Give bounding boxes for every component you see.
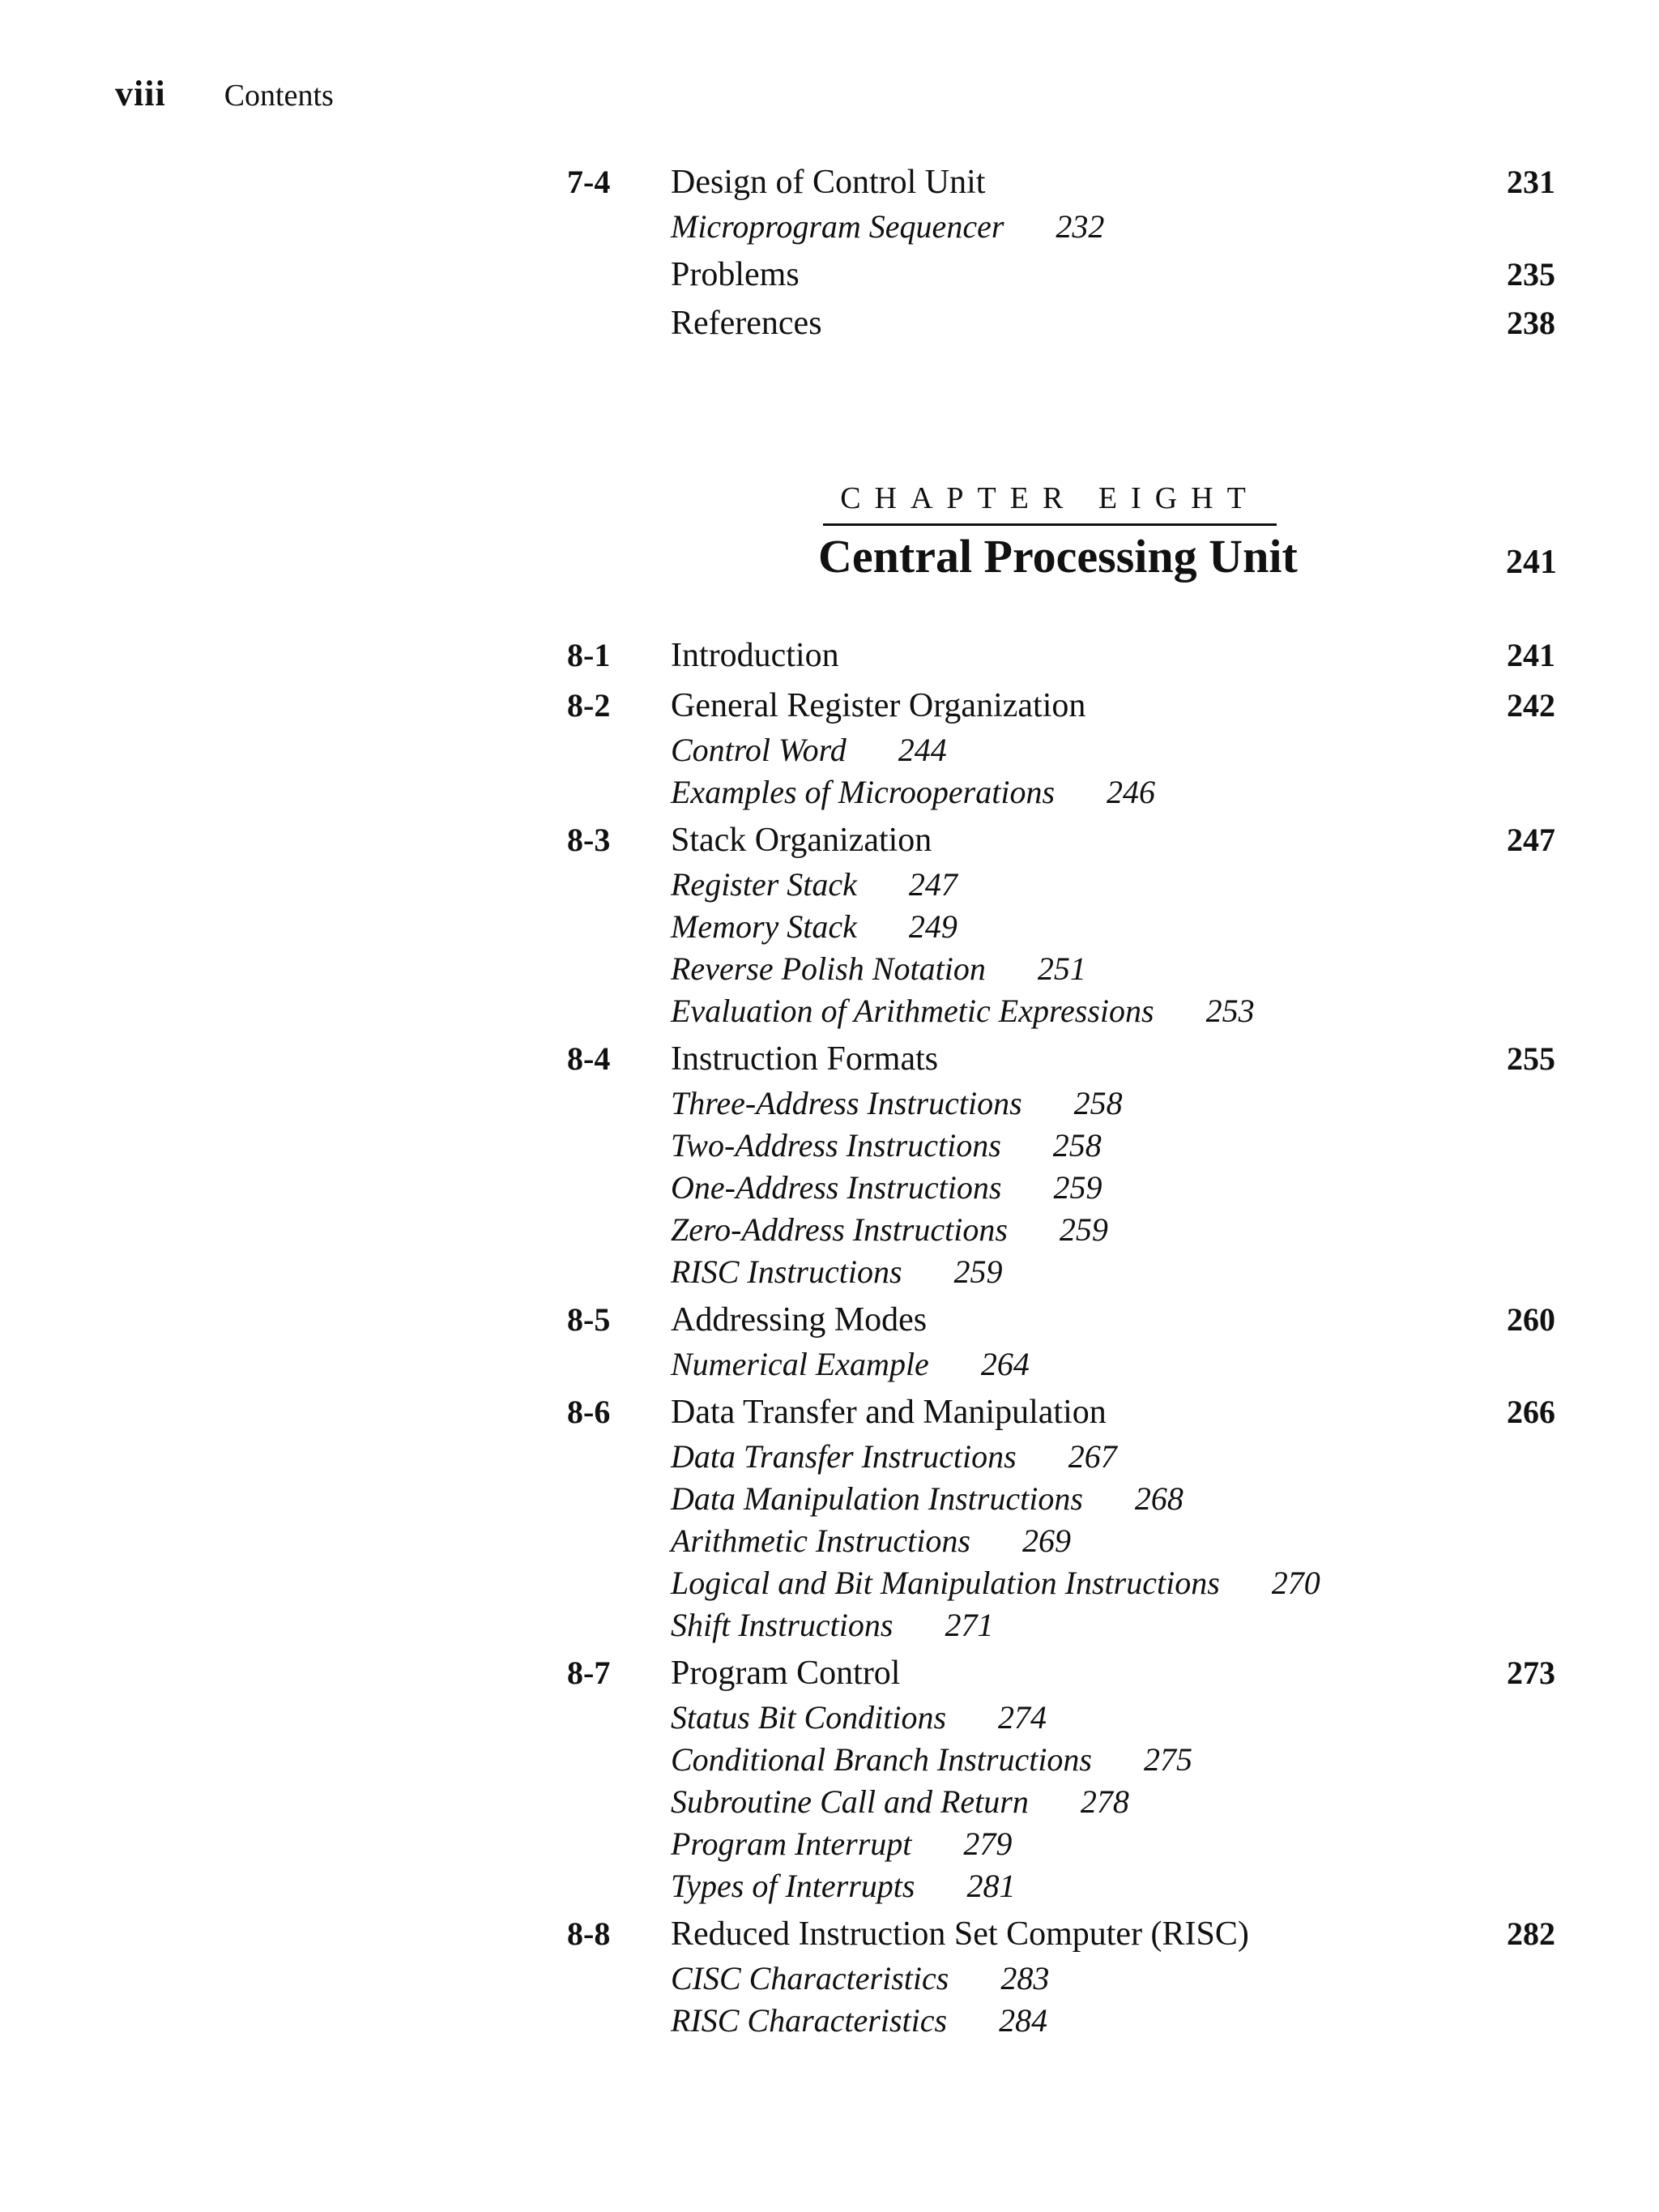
subsection-title: Register Stack bbox=[671, 866, 857, 903]
toc-subentry[interactable] bbox=[671, 1209, 1108, 1251]
section-page: 231 bbox=[1507, 164, 1555, 200]
subsection-page: 271 bbox=[945, 1607, 994, 1643]
subsection-title: Reverse Polish Notation bbox=[671, 950, 986, 987]
subsection-title: Data Manipulation Instructions bbox=[671, 1480, 1083, 1517]
section-page: 241 bbox=[1507, 637, 1555, 673]
subsection-page: 281 bbox=[966, 1868, 1016, 1904]
toc-subentry[interactable] bbox=[671, 1604, 993, 1646]
section-page: 235 bbox=[1507, 256, 1555, 293]
section-title: Problems bbox=[671, 256, 800, 293]
section-page: 242 bbox=[1507, 687, 1555, 724]
subsection-page: 269 bbox=[1021, 1522, 1071, 1559]
toc-subentry[interactable] bbox=[671, 948, 1086, 990]
toc-subentry[interactable] bbox=[671, 1520, 1071, 1562]
toc-entry-8-7[interactable] bbox=[0, 1650, 1659, 1697]
running-head bbox=[115, 71, 334, 118]
subsection-page: 244 bbox=[898, 732, 947, 768]
chapter-title: Central Processing Unit bbox=[818, 530, 1298, 583]
subsection-title: One-Address Instructions bbox=[671, 1169, 1002, 1206]
toc-subentry[interactable] bbox=[671, 1865, 1015, 1907]
section-page: 238 bbox=[1507, 305, 1555, 341]
section-page: 266 bbox=[1507, 1394, 1555, 1430]
toc-subentry[interactable] bbox=[671, 1436, 1117, 1478]
section-number: 8-2 bbox=[567, 687, 611, 724]
section-number: 8-8 bbox=[567, 1915, 611, 1952]
page-folio: viii bbox=[115, 74, 166, 113]
subsection-page: 270 bbox=[1271, 1565, 1320, 1601]
subsection-page: 268 bbox=[1134, 1480, 1183, 1517]
toc-subentry[interactable] bbox=[671, 1251, 1003, 1293]
toc-subentry[interactable] bbox=[671, 206, 1104, 248]
toc-subentry[interactable] bbox=[671, 729, 947, 771]
section-number: 8-7 bbox=[567, 1655, 611, 1691]
toc-entry-8-4[interactable] bbox=[0, 1036, 1659, 1083]
subsection-page: 232 bbox=[1056, 208, 1105, 245]
section-title: Addressing Modes bbox=[671, 1301, 928, 1339]
toc-subentry[interactable] bbox=[671, 1167, 1102, 1209]
section-title: Program Control bbox=[671, 1655, 901, 1692]
subsection-page: 246 bbox=[1107, 774, 1156, 810]
subsection-page: 279 bbox=[963, 1826, 1013, 1862]
chapter-page: 241 bbox=[1506, 544, 1557, 581]
subsection-page: 275 bbox=[1144, 1741, 1192, 1778]
subsection-title: Conditional Branch Instructions bbox=[671, 1741, 1092, 1778]
subsection-title: Arithmetic Instructions bbox=[671, 1522, 970, 1559]
toc-subentry[interactable] bbox=[671, 1739, 1192, 1781]
section-page: 255 bbox=[1507, 1040, 1555, 1077]
subsection-title: Zero-Address Instructions bbox=[671, 1211, 1008, 1248]
section-title: Instruction Formats bbox=[671, 1040, 939, 1078]
section-number: 8-4 bbox=[567, 1040, 611, 1077]
toc-subentry[interactable] bbox=[671, 1562, 1320, 1604]
toc-subentry[interactable] bbox=[671, 1958, 1049, 2000]
subsection-page: 259 bbox=[1053, 1169, 1102, 1206]
toc-entry-8-2[interactable] bbox=[0, 682, 1659, 729]
subsection-title: Program Interrupt bbox=[671, 1826, 912, 1862]
subsection-title: Shift Instructions bbox=[671, 1607, 893, 1643]
subsection-title: RISC Characteristics bbox=[671, 2002, 948, 2039]
toc-subentry[interactable] bbox=[671, 1823, 1012, 1865]
section-page: 273 bbox=[1507, 1655, 1555, 1691]
toc-subentry[interactable] bbox=[671, 2000, 1047, 2042]
toc-subentry[interactable] bbox=[671, 990, 1255, 1032]
toc-entry-8-3[interactable] bbox=[0, 817, 1659, 864]
subsection-page: 251 bbox=[1037, 950, 1086, 987]
toc-subentry[interactable] bbox=[671, 906, 957, 948]
section-page: 282 bbox=[1507, 1915, 1555, 1952]
toc-entry-8-8[interactable] bbox=[0, 1911, 1659, 1958]
subsection-page: 258 bbox=[1052, 1127, 1102, 1164]
toc-entry-problems[interactable] bbox=[0, 251, 1659, 298]
subsection-title: Control Word bbox=[671, 732, 847, 768]
section-page: 247 bbox=[1507, 822, 1555, 858]
subsection-title: Evaluation of Arithmetic Expressions bbox=[671, 993, 1154, 1029]
toc-entry-8-6[interactable] bbox=[0, 1389, 1659, 1436]
toc-entry-8-1[interactable] bbox=[0, 632, 1659, 679]
subsection-page: 267 bbox=[1068, 1438, 1117, 1475]
toc-subentry[interactable] bbox=[671, 1697, 1047, 1739]
subsection-page: 283 bbox=[1000, 1960, 1050, 1996]
chapter-label: CHAPTER EIGHT bbox=[823, 478, 1277, 526]
subsection-page: 247 bbox=[908, 866, 957, 903]
section-number: 8-1 bbox=[567, 637, 611, 673]
toc-subentry[interactable] bbox=[671, 864, 957, 906]
toc-subentry[interactable] bbox=[671, 1478, 1183, 1520]
section-number: 7-4 bbox=[567, 164, 611, 200]
subsection-title: Three-Address Instructions bbox=[671, 1085, 1022, 1121]
subsection-title: Subroutine Call and Return bbox=[671, 1783, 1029, 1820]
toc-subentry[interactable] bbox=[671, 771, 1155, 813]
section-title: Design of Control Unit bbox=[671, 164, 986, 201]
section-page: 260 bbox=[1507, 1301, 1555, 1338]
subsection-page: 274 bbox=[998, 1699, 1047, 1736]
section-title: Data Transfer and Manipulation bbox=[671, 1394, 1107, 1431]
subsection-page: 258 bbox=[1073, 1085, 1123, 1121]
subsection-title: RISC Instructions bbox=[671, 1253, 902, 1290]
section-title: General Register Organization bbox=[671, 687, 1086, 724]
subsection-page: 253 bbox=[1205, 993, 1255, 1029]
toc-subentry[interactable] bbox=[671, 1343, 1030, 1386]
running-title: Contents bbox=[224, 79, 334, 113]
subsection-title: Examples of Microoperations bbox=[671, 774, 1056, 810]
subsection-title: Numerical Example bbox=[671, 1346, 929, 1382]
toc-entry-references[interactable] bbox=[0, 300, 1659, 347]
section-title: Introduction bbox=[671, 637, 839, 674]
section-number: 8-3 bbox=[567, 822, 611, 858]
subsection-page: 278 bbox=[1080, 1783, 1129, 1820]
toc-subentry[interactable] bbox=[671, 1083, 1123, 1125]
subsection-title: Data Transfer Instructions bbox=[671, 1438, 1017, 1475]
toc-entry-7-4[interactable] bbox=[0, 159, 1659, 206]
section-title: References bbox=[671, 305, 822, 342]
subsection-page: 284 bbox=[999, 2002, 1048, 2039]
subsection-page: 249 bbox=[908, 908, 957, 945]
subsection-title: Memory Stack bbox=[671, 908, 857, 945]
section-number: 8-5 bbox=[567, 1301, 611, 1338]
subsection-title: Types of Interrupts bbox=[671, 1868, 915, 1904]
section-title: Reduced Instruction Set Computer (RISC) bbox=[671, 1915, 1249, 1953]
subsection-title: Microprogram Sequencer bbox=[671, 208, 1004, 245]
toc-entry-8-5[interactable] bbox=[0, 1296, 1659, 1343]
subsection-title: Status Bit Conditions bbox=[671, 1699, 947, 1736]
subsection-title: Logical and Bit Manipulation Instructions bbox=[671, 1565, 1220, 1601]
subsection-page: 259 bbox=[953, 1253, 1003, 1290]
section-title: Stack Organization bbox=[671, 822, 932, 859]
section-number: 8-6 bbox=[567, 1394, 611, 1430]
subsection-title: CISC Characteristics bbox=[671, 1960, 949, 1996]
toc-subentry[interactable] bbox=[671, 1781, 1129, 1823]
subsection-title: Two-Address Instructions bbox=[671, 1127, 1001, 1164]
subsection-page: 264 bbox=[980, 1346, 1030, 1382]
toc-subentry[interactable] bbox=[671, 1125, 1102, 1167]
subsection-page: 259 bbox=[1059, 1211, 1108, 1248]
